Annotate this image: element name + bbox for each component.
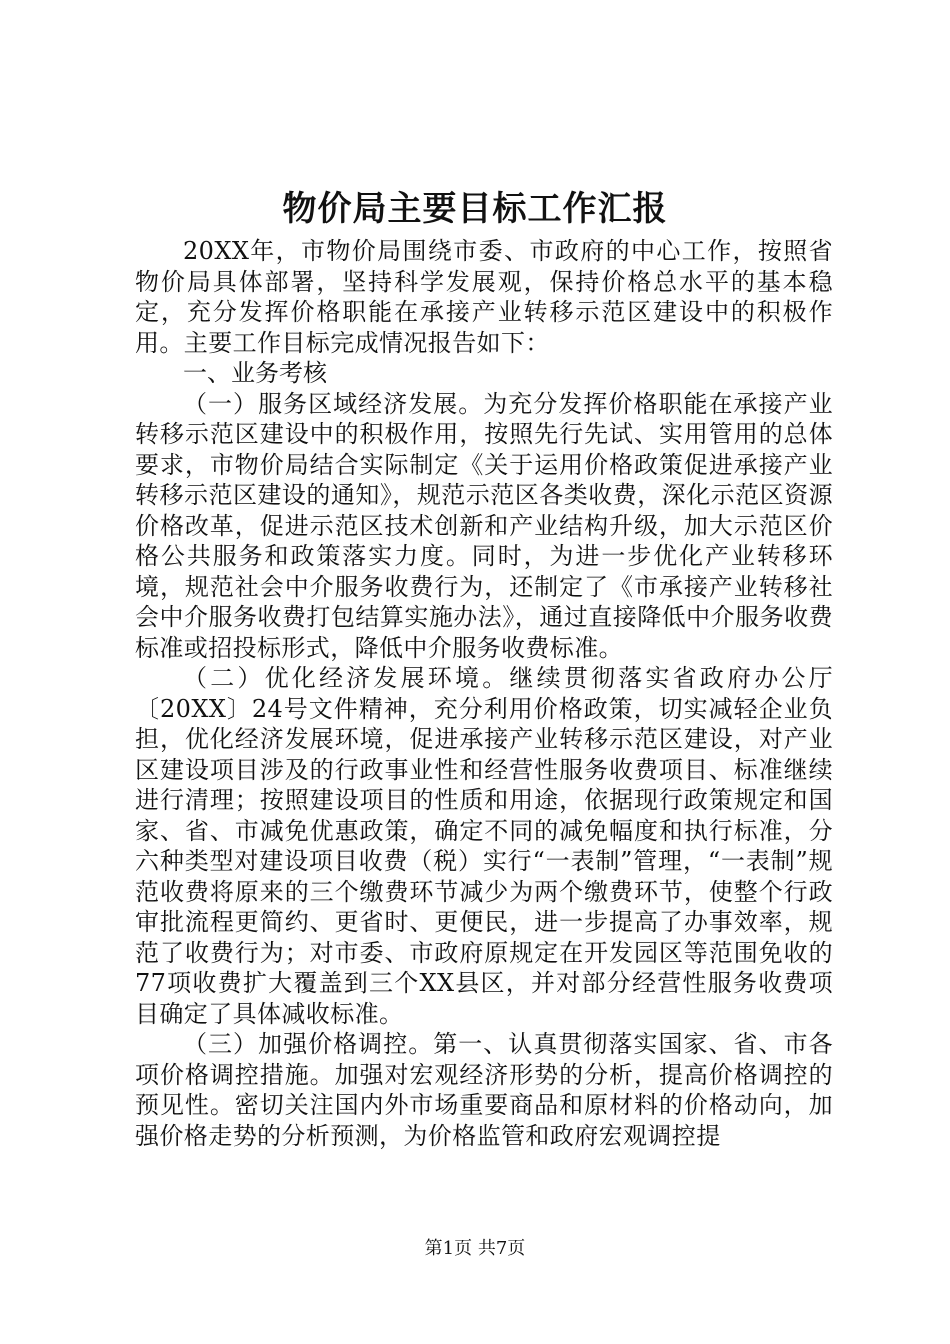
- document-body: [135, 236, 833, 1151]
- paragraph-regional-economy: （一）服务区域经济发展。为充分发挥价格职能在承接产业转移示范区建设中的积极作用，按照先行先试、实用管用的总体要求，市物价局结合实际制定《关于运用价格政策促进承接产业转移示范区建设的通知》，规范示范区各类收费，深化示范区资源价格改革，促进示范区技术创新和产业结构升级，加大示范区价格公共服务和政策落实力度。同时，为进一步优化产业转移环境，规范社会中介服务收费行为，还制定了《市承接产业转移社会中介服务收费打包结算实施办法》，通过直接降低中介服务收费标准或招投标形式，降低中介服务收费标准。: [135, 389, 833, 662]
- paragraph-economic-environment: （二）优化经济发展环境。继续贯彻落实省政府办公厅〔20XX〕24号文件精神，充分利用价格政策，切实减轻企业负担，优化经济发展环境，促进承接产业转移示范区建设，对产业区建设项目涉及的行政事业性和经营性服务收费项目、标准继续进行清理；按照建设项目的性质和用途，依据现行政策规定和国家、省、市减免优惠政策，确定不同的减免幅度和执行标准，分六种类型对建设项目收费（税）实行“一表制”管理，“一表制”规范收费将原来的三个缴费环节减少为两个缴费环节，使整个行政审批流程更简约、更省时、更便民，进一步提高了办事效率，规范了收费行为；对市委、市政府原规定在开发园区等范围免收的77项收费扩大覆盖到三个XX县区，并对部分经营性服务收费项目确定了具体减收标准。: [135, 664, 833, 1028]
- document-title: 物价局主要目标工作汇报: [282, 189, 668, 229]
- paragraph-price-control: （三）加强价格调控。第一、认真贯彻落实国家、省、市各项价格调控措施。加强对宏观经济形势的分析，提高价格调控的预见性。密切关注国内外市场重要商品和原材料的价格动向，加强价格走势的分析预测，为价格监管和政府宏观调控提: [135, 1030, 833, 1150]
- intro-paragraph: 20XX年，市物价局围绕市委、市政府的中心工作，按照省物价局具体部署，坚持科学发展观，保持价格总水平的基本稳定，充分发挥价格职能在承接产业转移示范区建设中的积极作用。主要工作目标完成情况报告如下：: [135, 237, 833, 357]
- page-footer: 第1页 共7页: [424, 1238, 526, 1259]
- section-heading-business-assessment: 一、业务考核: [183, 359, 327, 387]
